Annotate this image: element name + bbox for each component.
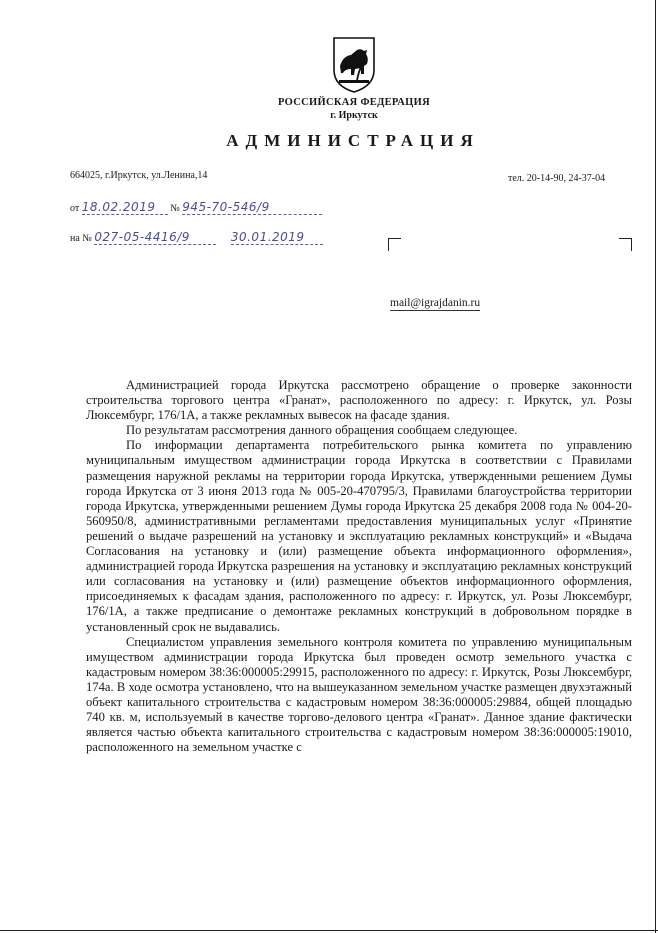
address-bracket-right [619,238,632,251]
outgoing-date: 18.02.2019 [82,200,168,215]
paragraph-4: Специалистом управления земельного контроля комитета по управлению муниципальным имуществом администрации города Иркутска был проведен осмотр земельного участка с кадастровым номером 38:36:000005:29915, расположенного по адресу: г. Иркутск, Розы Люксембург, 174а. В ходе осмотра установлено, что на вышеуказанном земельном участке размещен двухэтажный объект капитального строительства с кадастровым номером 38:36:000005:29884, общей площадью 740 кв. м, используемый в качестве торгово-делового центра «Гранат». Данное здание фактически является частью объекта капитального строительства с кадастровым номером 38:36:000005:19010, расположенного на земельном участке с [86,634,632,755]
country-title: РОССИЙСКАЯ ФЕДЕРАЦИЯ [278,97,430,108]
organization-title: АДМИНИСТРАЦИЯ [226,131,480,150]
reference-row [70,230,323,245]
paragraph-2: По результатам рассмотрения данного обращения сообщаем следующее. [126,423,518,438]
irkutsk-coat-of-arms-icon [331,36,377,94]
recipient-email: mail@igrajdanin.ru [390,297,481,309]
reference-label: на № [70,233,92,244]
reference-date: 30.01.2019 [231,230,323,245]
sender-phones: тел. 20-14-90, 24-37-04 [508,173,606,184]
city-title: г. Иркутск [330,110,378,121]
letter-body [86,378,632,755]
paragraph-3: По информации департамента потребительского рынка комитета по управлению муниципальным имуществом администрации города Иркутска в соответствии с Правилами размещения наружной рекламы на территории города Иркутска, утвержденными решением Думы города Иркутска от 3 июня 2013 года № 005-20-470795/3, Правилами благоустройства территории города Иркутска, утвержденными решением Думы города Иркутска 25 декабря 2008 года № 004-20-560950/8, административными регламентами предоставления муниципальных услуг «Принятие решений о выдаче разрешений на установку и эксплуатацию рекламных конструкций» и «Выдача Согласования на установку и (или) размещение объекта информационного оформления», администрацией города Иркутска разрешения на установку и эксплуатацию рекламных конструкций или согласования на установку и (или) размещение объектов информационного оформления, присоединяемых к фасадам здания, расположенного по адресу: г. Иркутск, ул. Розы Люксембург, 176/1А, а также предписание о демонтаже рекламных конструкций в добровольном порядке в установленный срок не выдавались. [86,438,632,634]
address-bracket-left [388,238,401,251]
number-label: № [170,203,180,214]
outgoing-date-row [70,200,322,215]
reference-number: 027-05-4416/9 [94,230,216,245]
paragraph-1: Администрацией города Иркутска рассмотрено обращение о проверке законности строительства торгового центра «Гранат», расположенного по адресу: г. Иркутск, ул. Розы Люксембург, 176/1А, а также рекламных вывесок на фасаде здания. [86,378,632,423]
outgoing-number: 945-70-546/9 [182,200,322,215]
sender-address: 664025, г.Иркутск, ул.Ленина,14 [70,170,208,181]
from-label: от [70,203,80,214]
scan-edge-bottom [0,930,658,931]
